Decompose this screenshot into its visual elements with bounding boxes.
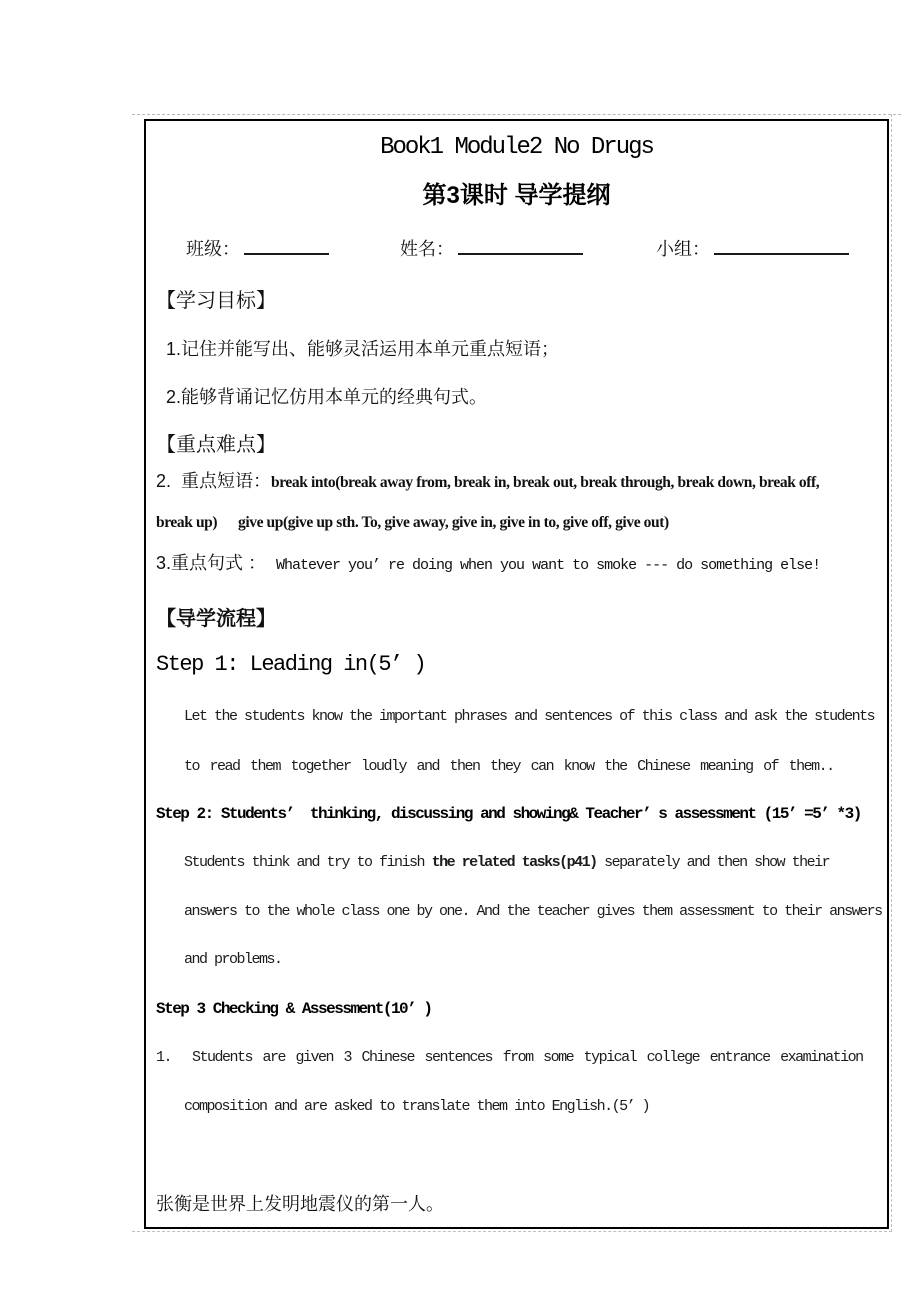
- step1-heading: Step 1: Leading in(5’ ): [156, 652, 426, 677]
- group-field-group: [656, 233, 849, 262]
- name-field-group: [400, 233, 583, 262]
- keypoint-phrases-line-2: break up) give up(give up sth. To, give away, give in, give in to, give off, give out): [156, 514, 669, 531]
- keypoint-sentence-label: 3.重点句式 ：: [156, 553, 277, 573]
- student-info-line: [156, 233, 877, 262]
- step2-paragraph-line-1: [184, 850, 877, 876]
- step1-paragraph-line-2: to read them together loudly and then they can know the Chinese meaning of them..: [184, 758, 834, 775]
- translation-sentence: 张衡是世界上发明地震仪的第一人。: [156, 1194, 444, 1214]
- keypoint-sentence-text: Whatever you’ re doing when you want to smoke --- do something else!: [276, 557, 821, 574]
- step1-paragraph-line-1: Let the students know the important phrases and sentences of this class and ask the students: [184, 708, 875, 725]
- group-label: 小组：: [656, 239, 711, 259]
- objective-item-1: 1.记住并能写出、能够灵活运用本单元重点短语；: [166, 339, 560, 359]
- keypoint-phrases-label: 2. 重点短语：: [156, 471, 272, 491]
- keypoints-header: 【重点难点】: [156, 434, 276, 456]
- step2-paragraph-line-2: answers to the whole class one by one. And the teacher gives them assessment to their answers: [184, 903, 882, 920]
- procedure-header: 【导学流程】: [156, 608, 276, 630]
- worksheet-border-box: [144, 119, 889, 1229]
- objective-item-2: 2.能够背诵记忆仿用本单元的经典句式。: [166, 387, 488, 407]
- keypoint-sentence-line: [156, 550, 877, 579]
- name-label: 姓名：: [400, 239, 455, 259]
- step3-heading: Step 3 Checking & Assessment(10’ ): [156, 1000, 432, 1018]
- step2-heading: Step 2: Students’ thinking, discussing and showing& Teacher’ s assessment (15’ =5’ *3): [156, 805, 861, 823]
- objectives-header: 【学习目标】: [156, 290, 276, 312]
- step2-line1-regular-pre: Students think and try to finish: [184, 854, 432, 871]
- class-label: 班级：: [186, 239, 240, 259]
- step3-item-line-1: 1. Students are given 3 Chinese sentences from some typical college entrance examination: [156, 1049, 863, 1066]
- step2-line1-bold-phrase: the related tasks(p41): [431, 854, 597, 871]
- document-subtitle: 第3课时 导学提纲: [422, 182, 611, 209]
- name-blank-line: [458, 233, 583, 255]
- document-title: Book1 Module2 No Drugs: [380, 134, 653, 161]
- keypoint-phrases-bold-1: break into(break away from, break in, break out, break through, break down, break off,: [271, 474, 820, 491]
- step2-line1-regular-post: separately and then show their: [596, 854, 830, 871]
- step2-paragraph-line-3: and problems.: [184, 951, 282, 968]
- step3-item-line-2: composition and are asked to translate them into English.(5’ ): [184, 1098, 650, 1115]
- keypoint-phrases-line-1: [156, 468, 877, 496]
- class-field-group: [186, 233, 329, 262]
- class-blank-line: [244, 233, 329, 255]
- group-blank-line: [714, 233, 849, 255]
